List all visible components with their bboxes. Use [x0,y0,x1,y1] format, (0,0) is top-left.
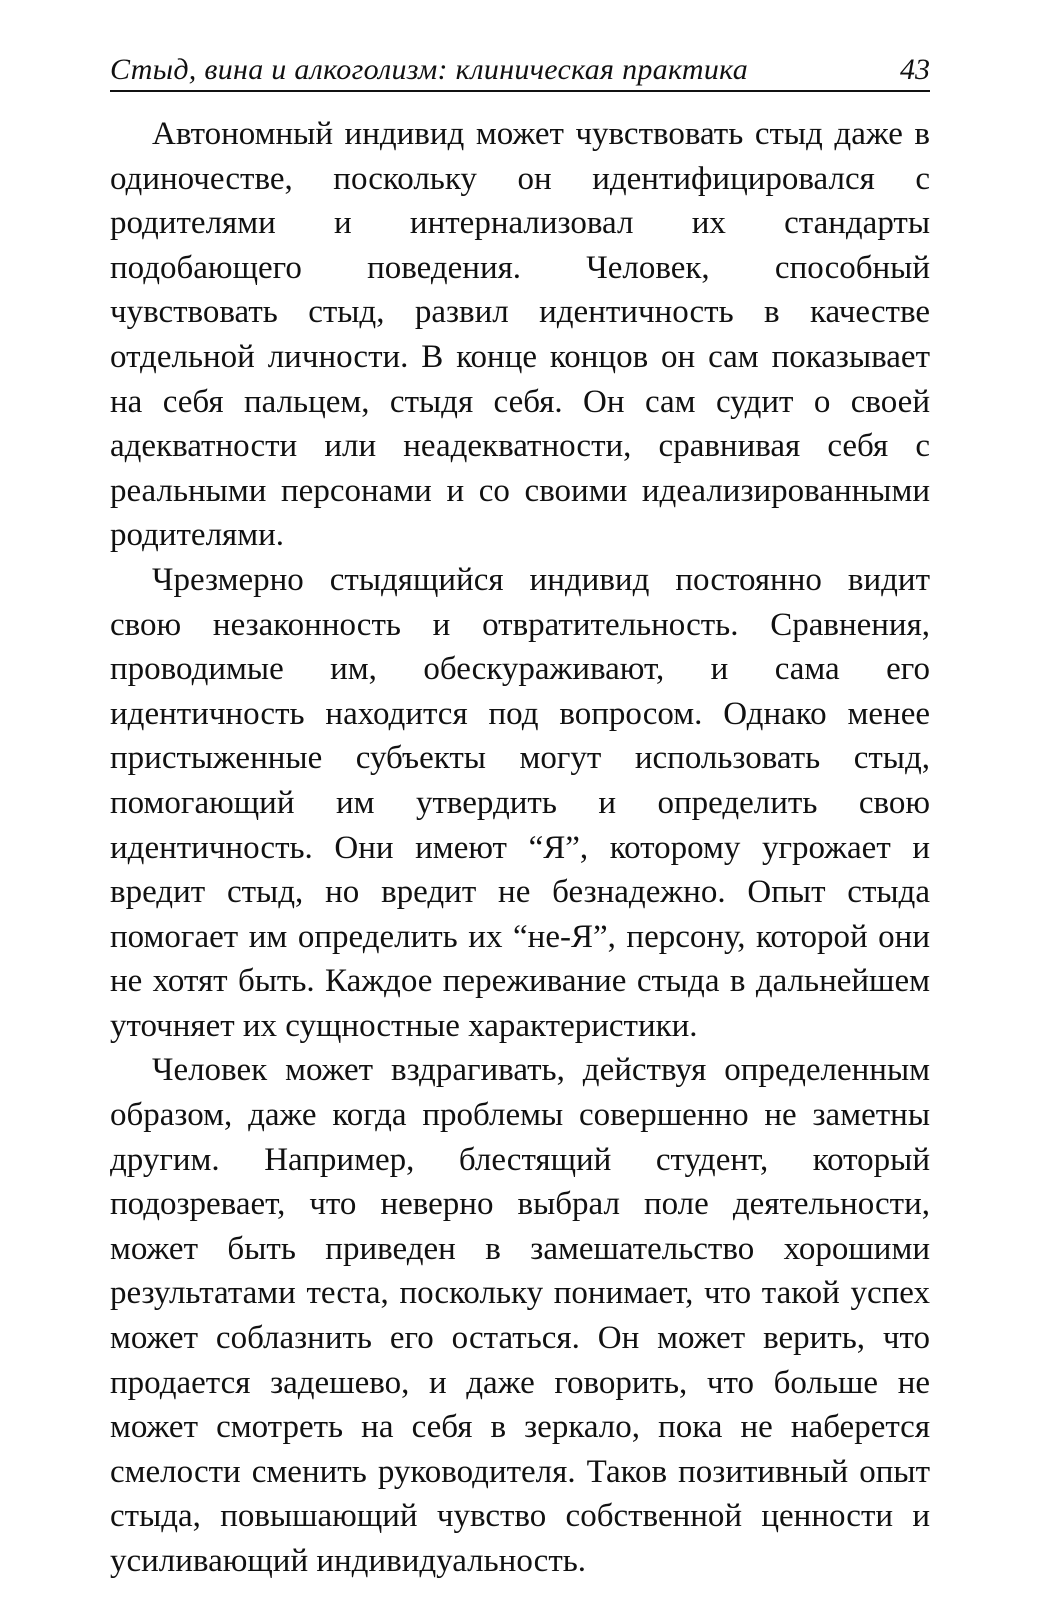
page-number: 43 [900,53,930,86]
running-header [110,52,930,92]
paragraph-1: Автономный индивид может чувствовать стыд даже в одиночестве, поскольку он идентифицировался с родителями и интернализовал их стандарты подобающего поведения. Человек, способный чувствовать стыд, развил идентичность в качестве отдельной личности. В конце концов он сам показывает на себя пальцем, стыдя себя. Он сам судит о своей адекватности или неадекватности, сравнивая себя с реальными персонами и со своими идеализированными родителями. [110,116,930,554]
paragraph-2: Чрезмерно стыдящийся индивид постоянно видит свою незаконность и отвратительность. Сравнения, проводимые им, обескураживают, и сама его идентичность находится под вопросом. Однако менее пристыженные субъекты могут использовать стыд, помогающий им утвердить и определить свою идентичность. Они имеют “Я”, которому угрожает и вредит стыд, но вредит не безнадежно. Опыт стыда помогает им определить их “не-Я”, персону, которой они не хотят быть. Каждое переживание стыда в дальнейшем уточняет их сущностные характеристики. [110,561,930,1044]
paragraph-3: Человек может вздрагивать, действуя определенным образом, даже когда проблемы совершенно не заметны другим. Например, блестящий студент, который подозревает, что неверно выбрал поле деятельности, может быть приведен в замешательство хорошими результатами теста, поскольку понимает, что такой успех может соблазнить его остаться. Он может верить, что продается задешево, и даже говорить, что больше не может смотреть на себя в зеркало, пока не наберется смелости сменить руководителя. Таков позитивный опыт стыда, повышающий чувство собственной ценности и усиливающий индивидуальность. [110,1052,930,1579]
running-title: Стыд, вина и алкоголизм: клиническая практика [110,53,749,86]
book-page [110,52,930,1584]
